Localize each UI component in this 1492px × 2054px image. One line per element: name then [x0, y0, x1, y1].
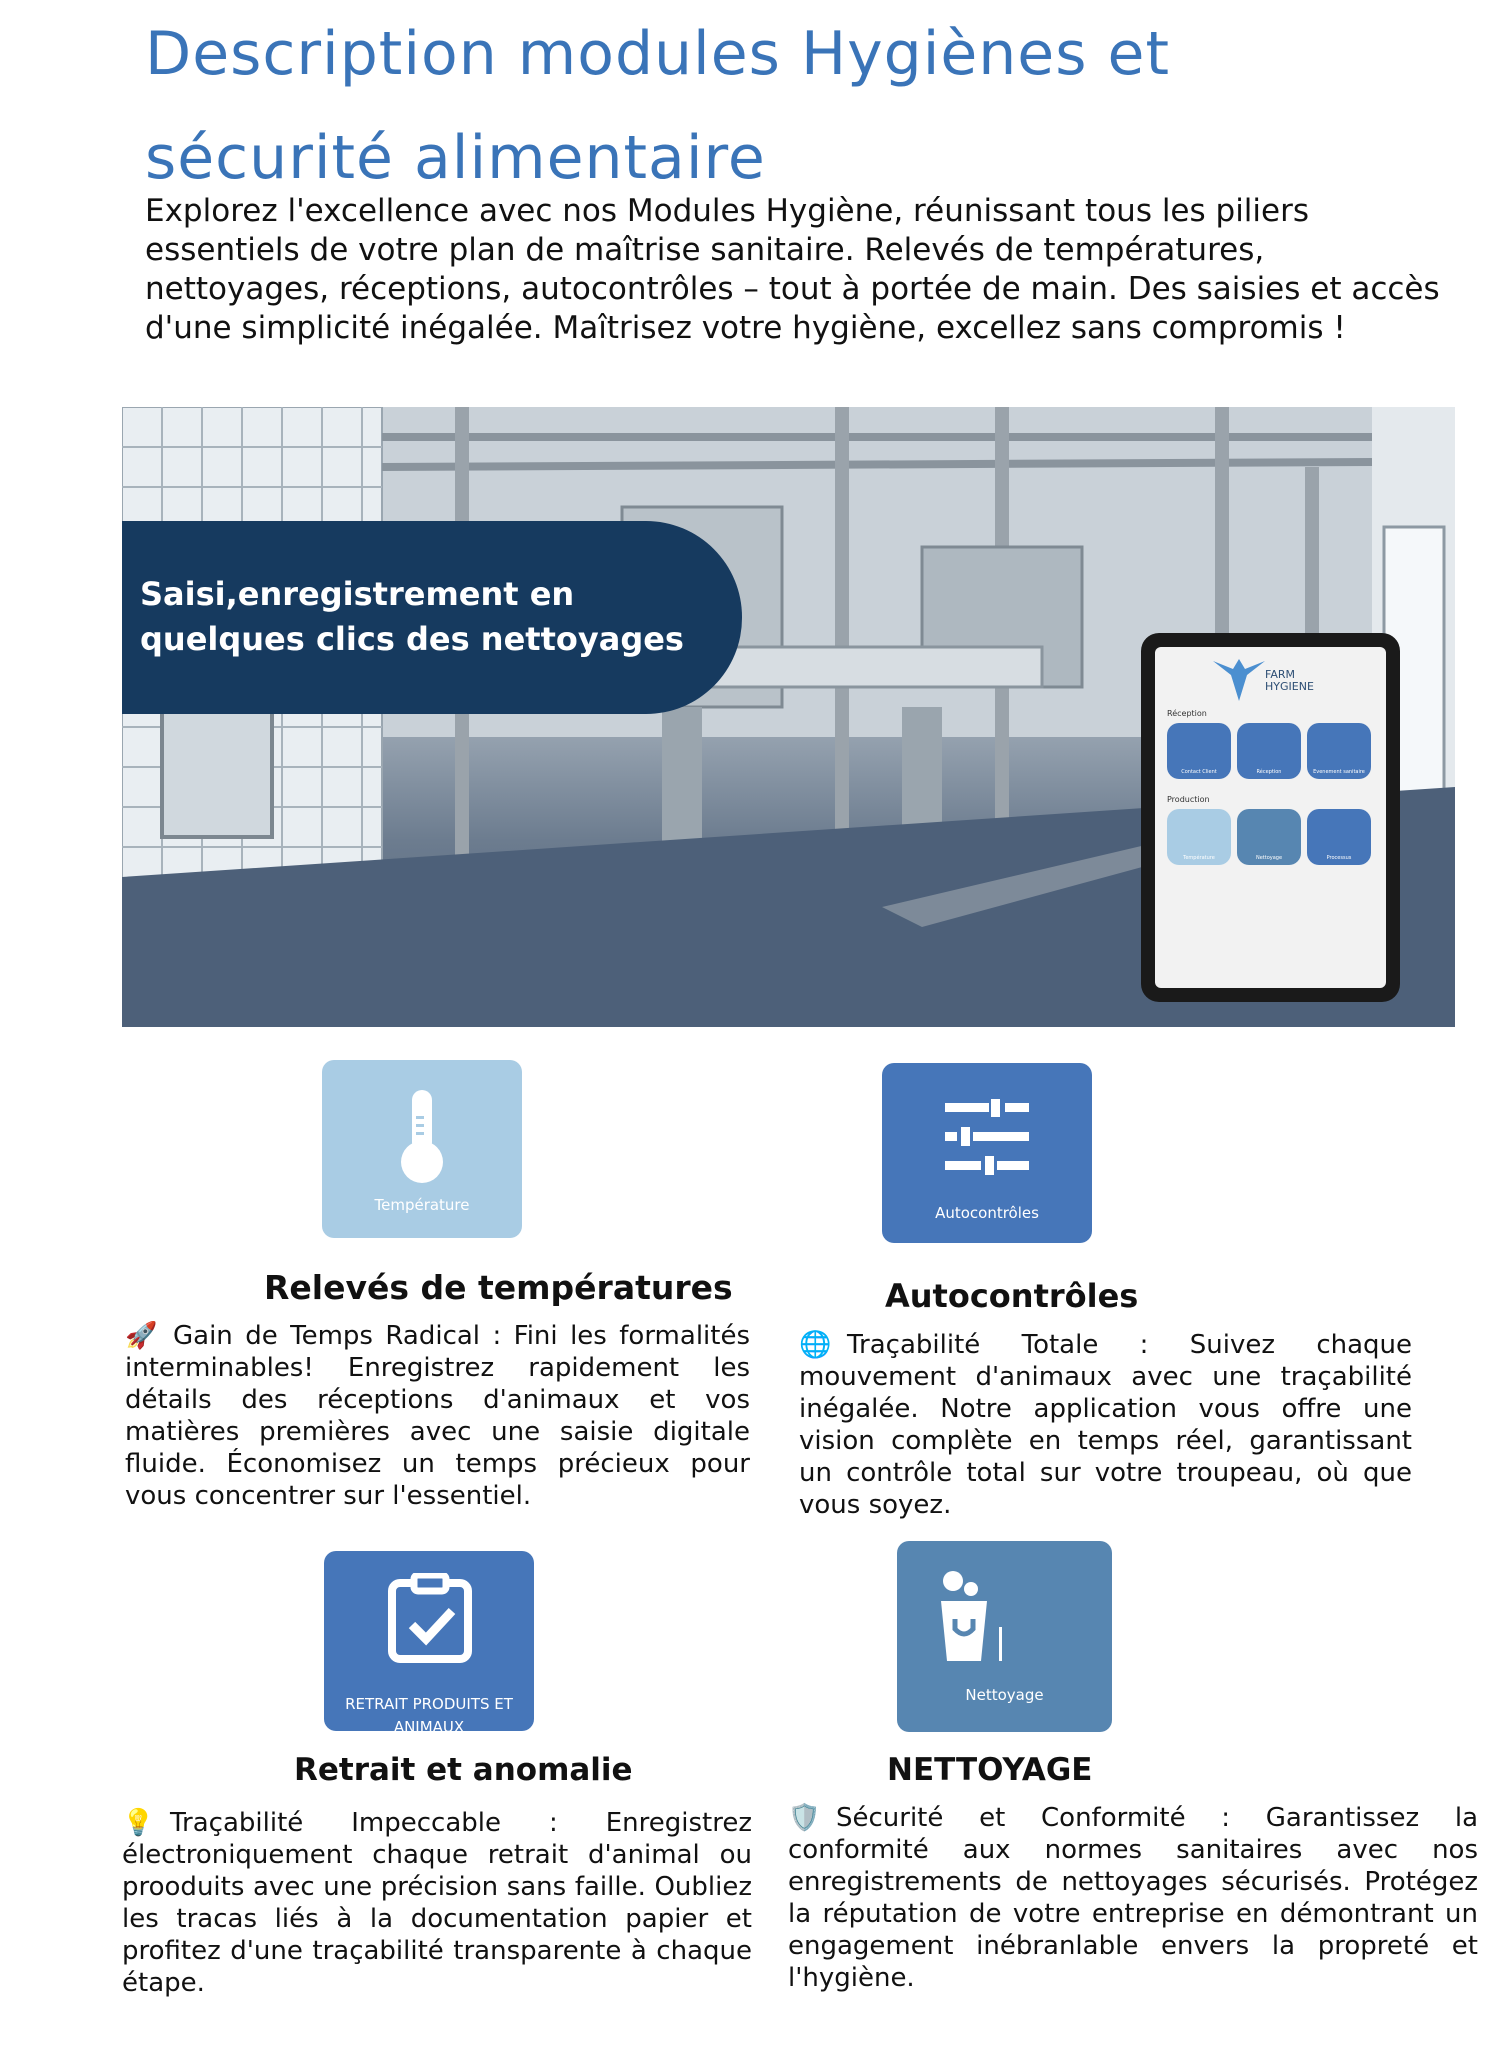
tablet-tile-temperature-label: Température: [1183, 855, 1215, 861]
nettoyage-tile[interactable]: [897, 1541, 1112, 1732]
tablet-tile-process-label: Processus: [1326, 855, 1352, 861]
tablet-brand: FARM HYGIENE: [1265, 668, 1314, 693]
clipboard-check-icon: [386, 1573, 474, 1663]
nettoyage-text: [788, 1802, 1478, 1994]
tablet-section-production: Production: [1167, 795, 1210, 804]
tablet-tile-cleaning-label: Nettoyage: [1255, 855, 1283, 861]
title-line-2: sécurité alimentaire: [145, 123, 766, 193]
intro-paragraph: Explorez l'excellence avec nos Modules Hygiène, réunissant tous les piliers essentiels de votre plan de maîtrise sanitaire. Relevés de températures, nettoyages, réceptions, autocontrôles – tout à portée de main. Des saisies et accès d'une simplicité inégalée. Maîtrisez votre hygiène, excellez sans compromis !: [145, 193, 1440, 346]
tablet-tile-reception[interactable]: [1237, 723, 1301, 779]
page-title: [145, 2, 1345, 210]
nettoyage-tile-label: Nettoyage: [965, 1686, 1044, 1704]
autocontrol-text: [799, 1329, 1412, 1521]
tablet-tile-process[interactable]: [1307, 809, 1371, 865]
nettoyage-text-body: Sécurité et Conformité : Garantissez la conformité aux normes sanitaires avec nos enregistrements de nettoyages sécurisés. Protégez la réputation de votre entreprise en démontrant un engagement inébranlable envers la propreté et l'hygiène.: [788, 1803, 1478, 1993]
shield-icon: 🛡️: [788, 1803, 821, 1833]
hero-callout: Saisi,enregistrement en quelques clics des nettoyages: [122, 521, 742, 714]
temperature-tile-label: Température: [374, 1196, 470, 1214]
autocontrol-heading: Autocontrôles: [885, 1277, 1139, 1315]
temperature-heading: Relevés de températures: [264, 1268, 733, 1307]
hero-image: [122, 407, 1455, 1027]
phoenix-logo-icon: [1209, 657, 1269, 703]
tablet-mockup: [1141, 633, 1400, 1002]
retrait-tile[interactable]: [324, 1551, 534, 1736]
tablet-tile-contact[interactable]: [1167, 723, 1231, 779]
tablet-tile-temperature[interactable]: [1167, 809, 1231, 865]
tablet-tile-cleaning[interactable]: [1237, 809, 1301, 865]
retrait-text: [122, 1807, 752, 1999]
retrait-tile-label: RETRAIT PRODUITS ET ANIMAUX: [345, 1695, 513, 1736]
sliders-icon: [945, 1099, 1029, 1175]
retrait-text-body: Traçabilité Impeccable : Enregistrez électroniquement chaque retrait d'animal ou prooduits avec une précision sans faille. Oubliez les tracas liés à la documentation papier et profitez d'une traçabilité transparente à chaque étape.: [122, 1808, 752, 1998]
bucket-icon: [937, 1567, 1017, 1667]
nettoyage-heading: NETTOYAGE: [887, 1752, 1093, 1788]
thermometer-icon: [397, 1086, 447, 1186]
tablet-tile-contact-label: Contact Client: [1181, 769, 1217, 775]
title-line-1: Description modules Hygiènes et: [145, 19, 1170, 89]
temperature-text-body: Gain de Temps Radical : Fini les formalités interminables! Enregistrez rapidement les détails des réceptions d'animaux et vos matières premières avec une saisie digitale fluide. Économisez un temps précieux pour vous concentrer sur l'essentiel.: [125, 1321, 750, 1511]
tablet-section-reception: Réception: [1167, 709, 1207, 718]
autocontrol-tile[interactable]: [882, 1063, 1092, 1243]
tablet-tile-event-label: Evenement sanitaire: [1313, 769, 1365, 775]
retrait-heading: Retrait et anomalie: [294, 1752, 633, 1788]
autocontrol-tile-label: Autocontrôles: [935, 1204, 1039, 1222]
lightbulb-icon: 💡: [122, 1808, 155, 1838]
autocontrol-text-body: Traçabilité Totale : Suivez chaque mouvement d'animaux avec une traçabilité inégalée. Notre application vous offre une vision complète en temps réel, garantissant un contrôle total sur votre troupeau, où que vous soyez.: [799, 1330, 1412, 1520]
rocket-icon: 🚀: [125, 1321, 158, 1351]
temperature-text: [125, 1320, 750, 1512]
globe-icon: 🌐: [799, 1330, 832, 1360]
temperature-tile[interactable]: [322, 1060, 522, 1238]
tablet-tile-reception-label: Réception: [1256, 769, 1282, 775]
tablet-tile-event[interactable]: [1307, 723, 1371, 779]
tablet-screen: [1155, 647, 1386, 988]
